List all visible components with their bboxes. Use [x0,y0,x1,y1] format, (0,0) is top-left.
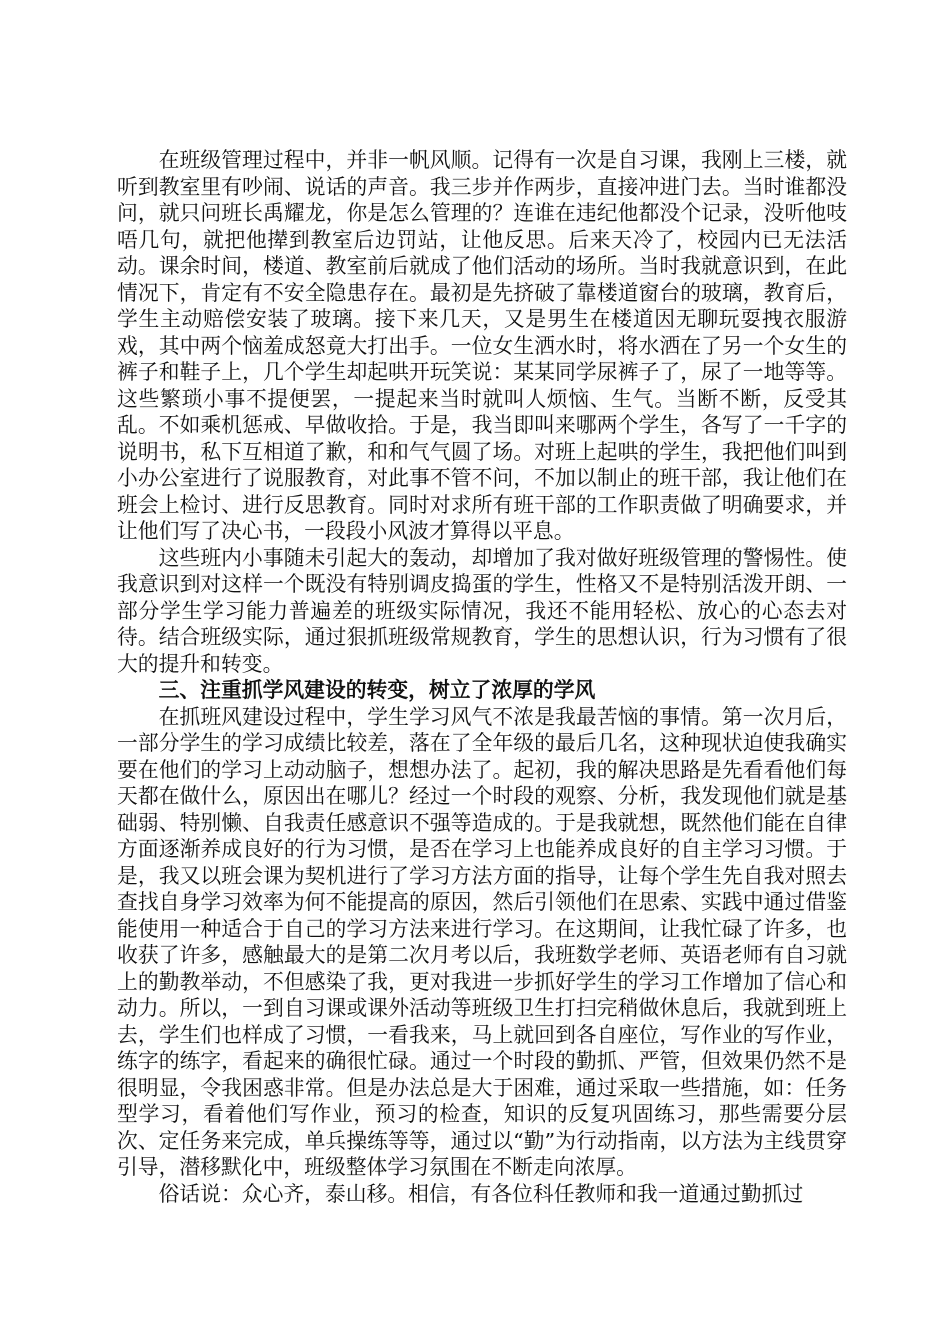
paragraph-proverb: 俗话说：众心齐，泰山移。相信，有各位科任教师和我一道通过勤抓过 [158,1181,804,1206]
document-body [117,147,847,1207]
paragraph-vigilance: 这些班内小事随未引起大的轰动，却增加了我对做好班级管理的警惕性。使我意识到对这样一个既没有特别调皮捣蛋的学生，性格又不是特别活泼开朗、一部分学生学习能力普遍差的班级实际情况，我还不能用轻松、放心的心态去对待。结合班级实际，通过狠抓班级常规教育，学生的思想认识，行为习惯有了很大的提升和转变。 [117,545,847,676]
section-heading: 三、注重抓学风建设的转变，树立了浓厚的学风 [158,677,596,702]
paragraph-class-management: 在班级管理过程中，并非一帆风顺。记得有一次是自习课，我刚上三楼，就听到教室里有吵闹、说话的声音。我三步并作两步，直接冲进门去。当时谁都没问，就只问班长禹耀龙，你是怎么管理的？连谁在违纪他都没个记录，没听他吱唔几句，就把他撵到教室后边罚站，让他反思。后来天冷了，校园内已无法活动。课余时间，楼道、教室前后就成了他们活动的场所。当时我就意识到，在此情况下，肯定有不安全隐患存在。最初是先挤破了靠楼道窗台的玻璃，教育后，学生主动赔偿安装了玻璃。接下来几天，又是男生在楼道因无聊玩耍拽衣服游戏，其中两个恼羞成怒竟大打出手。一位女生洒水时，将水洒在了另一个女生的裤子和鞋子上，几个学生却起哄开玩笑说：某某同学尿裤子了，尿了一地等等。这些繁琐小事不提便罢，一提起来当时就叫人烦恼、生气。当断不断，反受其乱。不如乘机惩戒、早做收拾。于是，我当即叫来哪两个学生，各写了一千字的说明书，私下互相道了歉，和和气气圆了场。对班上起哄的学生，我把他们叫到小办公室进行了说服教育，对此事不管不问，不加以制止的班干部，我让他们在班会上检讨、进行反思教育。同时对求所有班干部的工作职责做了明确要求，并让他们写了决心书，一段段小风波才算得以平息。 [117,148,847,543]
paragraph-study-style: 在抓班风建设过程中，学生学习风气不浓是我最苦恼的事情。第一次月后，一部分学生的学习成绩比较差，落在了全年级的最后几名，这种现状迫使我确实要在他们的学习上动动脑子，想想办法了。起初，我的解决思路是先看看他们每天都在做什么，原因出在哪儿？经过一个时段的观察、分析，我发现他们就是基础弱、特别懒、自我责任感意识不强等造成的。于是我就想，既然他们能在自律方面逐渐养成良好的行为习惯，是否在学习上也能养成良好的自主学习习惯。于是，我又以班会课为契机进行了学习方法方面的指导，让每个学生先自我对照去查找自身学习效率为何不能提高的原因，然后引领他们在思索、实践中通过借鉴能使用一种适合于自己的学习方法来进行学习。在这期间，让我忙碌了许多，也收获了许多，感触最大的是第二次月考以后，我班数学老师、英语老师有自习就上的勤教举动，不但感染了我，更对我进一步抓好学生的学习工作增加了信心和动力。所以，一到自习课或课外活动等班级卫生打扫完稍做休息后，我就到班上去，学生们也样成了习惯，一看我来，马上就回到各自座位，写作业的写作业，练字的练字，看起来的确很忙碌。通过一个时段的勤抓、严管，但效果仍然不是很明显，令我困惑非常。但是办法总是大于困难，通过采取一些措施，如：任务型学习，看着他们写作业，预习的检查，知识的反复巩固练习，那些需要分层次、定任务来完成，单兵操练等等，通过以“勤”为行动指南，以方法为主线贯穿引导，潜移默化中，班级整体学习氛围在不断走向浓厚。 [117,704,847,1179]
